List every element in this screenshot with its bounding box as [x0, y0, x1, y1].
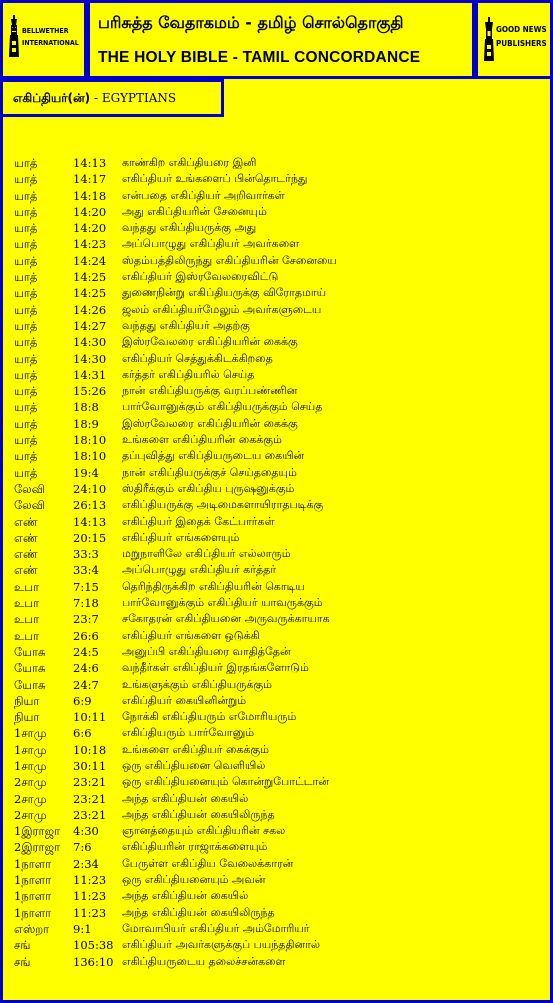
reference-verse: 30:11 [73, 758, 107, 773]
reference-book: எண் [14, 547, 38, 562]
reference-text: ஜலம் எகிப்தியர்மேலும் அவர்களுடைய [122, 302, 322, 316]
reference-row [14, 660, 544, 676]
reference-verse: 7:15 [73, 579, 99, 594]
reference-verse: 14:13 [73, 514, 107, 529]
reference-row [14, 725, 544, 741]
reference-row [14, 171, 544, 187]
reference-row [14, 367, 544, 383]
reference-row [14, 497, 544, 513]
publisher-name-left: BELLWETHER INTERNATIONAL [22, 27, 79, 47]
reference-book: 1நாளா [14, 856, 52, 871]
reference-book: யாத் [14, 416, 38, 431]
reference-row [14, 465, 544, 481]
reference-book: நியா [14, 710, 40, 725]
title-english: THE HOLY BIBLE - TAMIL CONCORDANCE [98, 49, 421, 66]
reference-text: என்பதை எகிப்தியர் அறிவார்கள் [122, 188, 285, 202]
reference-verse: 14:26 [73, 302, 107, 317]
reference-row [14, 579, 544, 595]
reference-text: ஒரு எகிப்தியனையும் அவன் [122, 873, 266, 887]
reference-book: யாத் [14, 221, 38, 236]
reference-row [14, 220, 544, 236]
publisher-logo-right [475, 0, 553, 79]
reference-book: நியா [14, 693, 40, 708]
entry-word-english: EGYPTIANS [101, 91, 177, 105]
reference-text: அந்த எகிப்தியன் கையிலிருந்த [122, 807, 275, 821]
reference-row [14, 856, 544, 872]
reference-row [14, 155, 544, 171]
reference-text: எகிப்தியர் உங்களைப் பின்தொடர்ந்து [122, 172, 308, 186]
reference-row [14, 562, 544, 578]
reference-text: எகிப்தியர் செத்துக்கிடக்கிறதை [122, 351, 273, 365]
reference-book: யாத் [14, 465, 38, 480]
reference-list [14, 155, 544, 970]
reference-text: ஸ்தம்பத்திலிருந்து எகிப்தியரின் சேனையை [122, 253, 337, 267]
reference-book: யாத் [14, 318, 38, 333]
reference-text: ஒரு எகிப்தியனை வெளியில் [122, 758, 266, 772]
reference-row [14, 921, 544, 937]
reference-row [14, 807, 544, 823]
reference-text: எகிப்தியருடைய தலைச்சன்களை [122, 954, 286, 968]
reference-text: எகிப்தியர் அவர்களுக்குப் பயந்ததினால் [122, 938, 321, 952]
reference-text: அது எகிப்தியரின் சேனையும் [122, 204, 267, 218]
reference-book: எண் [14, 530, 38, 545]
reference-book: யாத் [14, 433, 38, 448]
reference-row [14, 334, 544, 350]
reference-verse: 6:6 [73, 726, 92, 741]
reference-row [14, 742, 544, 758]
reference-verse: 23:21 [73, 775, 107, 790]
reference-verse: 18:10 [73, 449, 107, 464]
reference-book: யாத் [14, 204, 38, 219]
reference-verse: 11:23 [73, 905, 107, 920]
reference-book: யாத் [14, 270, 38, 285]
reference-book: 1நாளா [14, 889, 52, 904]
reference-row [14, 204, 544, 220]
reference-book: சங் [14, 954, 31, 969]
reference-verse: 14:20 [73, 204, 107, 219]
reference-verse: 20:15 [73, 530, 107, 545]
entry-separator: - [90, 91, 102, 105]
reference-row [14, 432, 544, 448]
reference-text: சகோதரன் எகிப்தியனை அருவருக்காயாக [122, 612, 330, 626]
reference-row [14, 253, 544, 269]
reference-book: 2சாமு [14, 791, 47, 806]
reference-verse: 9:1 [73, 921, 92, 936]
reference-row [14, 416, 544, 432]
reference-verse: 18:9 [73, 416, 99, 431]
reference-row [14, 644, 544, 660]
reference-row [14, 839, 544, 855]
reference-text: எகிப்தியர் இஸ்ரவேலரைவிட்டு [122, 270, 279, 284]
reference-row [14, 514, 544, 530]
reference-row [14, 823, 544, 839]
reference-verse: 14:30 [73, 351, 107, 366]
reference-book: யாத் [14, 156, 38, 170]
reference-verse: 18:10 [73, 433, 107, 448]
reference-text: நோக்கி எகிப்தியரும் எமோரியரும் [122, 710, 297, 724]
reference-book: யாத் [14, 237, 38, 252]
reference-row [14, 236, 544, 252]
reference-book: யாத் [14, 188, 38, 203]
reference-verse: 14:23 [73, 237, 107, 252]
reference-book: லேவி [14, 481, 45, 496]
reference-text: இஸ்ரவேலரை எகிப்தியரின் கைக்கு [122, 416, 298, 430]
reference-verse: 26:13 [73, 498, 107, 513]
reference-book: 2சாமு [14, 807, 47, 822]
reference-row [14, 611, 544, 627]
reference-book: யோசு [14, 677, 46, 692]
reference-book: உபா [14, 596, 39, 611]
reference-verse: 23:7 [73, 612, 99, 627]
reference-row [14, 954, 544, 970]
reference-text: பார்வோனுக்கும் எகிப்தியருக்கும் செய்த [122, 400, 323, 414]
publisher-name-right: GOOD NEWS PUBLISHERS [496, 25, 547, 48]
reference-row [14, 383, 544, 399]
reference-book: 1நாளா [14, 905, 52, 920]
entry-word-tamil: எகிப்தியர்(ன்) [13, 91, 91, 105]
reference-text: பார்வோனுக்கும் எகிப்தியர் யாவருக்கும் [122, 596, 323, 610]
reference-book: எஸ்றா [14, 921, 50, 936]
reference-text: துணைநின்று எகிப்தியருக்கு விரோதமாய் [122, 286, 327, 300]
bell-tower-logo-icon [8, 15, 20, 57]
reference-row [14, 481, 544, 497]
reference-verse: 33:3 [73, 547, 99, 562]
reference-book: யோசு [14, 644, 46, 659]
reference-row [14, 269, 544, 285]
reference-text: உங்களை எகிப்தியர் கைக்கும் [122, 742, 269, 756]
reference-verse: 7:6 [73, 840, 92, 855]
reference-text: உங்களை எகிப்தியரின் கைக்கும் [122, 433, 282, 447]
reference-text: காண்கிற எகிப்தியரை இனி [122, 156, 257, 169]
reference-row [14, 302, 544, 318]
reference-verse: 24:7 [73, 677, 99, 692]
reference-row [14, 791, 544, 807]
reference-text: எகிப்தியர் கையினின்றும் [122, 693, 247, 707]
title-box [87, 0, 475, 79]
reference-row [14, 758, 544, 774]
reference-verse: 11:23 [73, 889, 107, 904]
reference-row [14, 530, 544, 546]
reference-row [14, 285, 544, 301]
reference-text: நான் எகிப்தியருக்குச் செய்ததையும் [122, 465, 297, 479]
reference-verse: 7:18 [73, 596, 99, 611]
reference-verse: 26:6 [73, 628, 99, 643]
reference-verse: 10:11 [73, 710, 107, 725]
reference-book: யாத் [14, 253, 38, 268]
reference-text: கர்த்தர் எகிப்தியரில் செய்த [122, 367, 255, 381]
reference-verse: 23:21 [73, 791, 107, 806]
reference-text: தப்புவித்து எகிப்தியருடைய கையின் [122, 449, 305, 463]
reference-verse: 2:34 [73, 856, 99, 871]
entry-word [13, 91, 176, 107]
reference-verse: 14:24 [73, 253, 107, 268]
reference-book: யோசு [14, 661, 46, 676]
reference-text: மோவாபியர் எகிப்தியர் அம்மோரியர் [122, 921, 310, 935]
reference-text: எகிப்தியர் இதைக் கேட்பார்கள் [122, 514, 275, 528]
reference-row [14, 595, 544, 611]
reference-text: பேருள்ள எகிப்திய வேலைக்காரன் [122, 856, 294, 870]
reference-text: அந்த எகிப்தியன் கையில் [122, 889, 249, 903]
reference-verse: 18:8 [73, 400, 99, 415]
reference-text: எகிப்தியர் எங்களை ஒடுக்கி [122, 628, 260, 642]
reference-book: 1இராஜா [14, 824, 61, 839]
reference-book: லேவி [14, 498, 45, 513]
reference-text: அப்பொழுது எகிப்தியர் அவர்களை [122, 237, 300, 251]
reference-verse: 14:25 [73, 270, 107, 285]
reference-text: ஸ்திரீக்கும் எகிப்திய புருஷனுக்கும் [122, 481, 295, 495]
reference-verse: 33:4 [73, 563, 99, 578]
reference-row [14, 677, 544, 693]
reference-text: மறுநாளிலே எகிப்தியர் எல்லாரும் [122, 547, 291, 561]
reference-book: யாத் [14, 367, 38, 382]
reference-row [14, 318, 544, 334]
reference-text: இஸ்ரவேலரை எகிப்தியரின் கைக்கு [122, 335, 298, 349]
reference-text: ஞானத்தையும் எகிப்தியரின் சகல [122, 824, 286, 838]
reference-verse: 24:10 [73, 481, 107, 496]
reference-verse: 4:30 [73, 824, 99, 839]
reference-book: 1சாமு [14, 726, 47, 741]
reference-text: வந்தீர்கள் எகிப்தியர் இரதங்களோடும் [122, 661, 309, 675]
reference-row [14, 937, 544, 953]
reference-book: 1நாளா [14, 873, 52, 888]
reference-book: யாத் [14, 172, 38, 187]
reference-book: எண் [14, 563, 38, 578]
reference-text: அனுப்பி எகிப்தியரை வாதித்தேன் [122, 644, 291, 658]
reference-verse: 14:17 [73, 172, 107, 187]
reference-verse: 14:27 [73, 318, 107, 333]
reference-book: உபா [14, 628, 39, 643]
reference-book: யாத் [14, 400, 38, 415]
reference-verse: 6:9 [73, 693, 92, 708]
title-tamil: பரிசுத்த வேதாகமம் - தமிழ் சொல்தொகுதி [98, 13, 404, 32]
reference-text: எகிப்தியரின் ராஜாக்களையும் [122, 840, 268, 854]
reference-book: சங் [14, 938, 31, 953]
reference-verse: 14:20 [73, 221, 107, 236]
reference-book: யாத் [14, 302, 38, 317]
entry-word-box [0, 79, 224, 117]
reference-verse: 14:30 [73, 335, 107, 350]
reference-row [14, 774, 544, 790]
reference-row [14, 351, 544, 367]
reference-row [14, 888, 544, 904]
reference-verse: 105:38 [73, 938, 114, 953]
reference-text: ஒரு எகிப்தியனையும் கொன்றுபோட்டான் [122, 775, 329, 789]
reference-book: 2சாமு [14, 775, 47, 790]
reference-book: உபா [14, 612, 39, 627]
reference-row [14, 628, 544, 644]
reference-row [14, 693, 544, 709]
reference-text: உங்களுக்கும் எகிப்தியருக்கும் [122, 677, 272, 691]
tower-logo-icon [483, 17, 495, 61]
reference-verse: 14:25 [73, 286, 107, 301]
reference-row [14, 448, 544, 464]
reference-row [14, 188, 544, 204]
reference-verse: 14:31 [73, 367, 107, 382]
reference-verse: 11:23 [73, 873, 107, 888]
reference-verse: 10:18 [73, 742, 107, 757]
reference-book: உபா [14, 579, 39, 594]
reference-verse: 19:4 [73, 465, 99, 480]
reference-text: வந்தது எகிப்தியர் அதற்கு [122, 318, 250, 332]
reference-book: யாத் [14, 384, 38, 399]
reference-text: எகிப்தியருக்கு அடிமைகளாயிராதபடிக்கு [122, 498, 324, 512]
reference-verse: 14:13 [73, 156, 107, 170]
reference-book: எண் [14, 514, 38, 529]
reference-row [14, 872, 544, 888]
reference-book: யாத் [14, 351, 38, 366]
reference-book: யாத் [14, 449, 38, 464]
reference-text: அந்த எகிப்தியன் கையில் [122, 791, 249, 805]
reference-text: வந்தது எகிப்தியருக்கு அது [122, 221, 257, 235]
reference-row [14, 905, 544, 921]
reference-verse: 136:10 [73, 954, 114, 969]
publisher-logo-left [0, 0, 87, 79]
reference-book: 1சாமு [14, 758, 47, 773]
reference-book: 1சாமு [14, 742, 47, 757]
reference-verse: 15:26 [73, 384, 107, 399]
reference-text: எகிப்தியரும் பார்வோனும் [122, 726, 255, 740]
reference-verse: 23:21 [73, 807, 107, 822]
reference-book: யாத் [14, 286, 38, 301]
reference-verse: 14:18 [73, 188, 107, 203]
reference-row [14, 709, 544, 725]
reference-verse: 24:5 [73, 644, 99, 659]
reference-text: அப்பொழுது எகிப்தியர் கர்த்தர் [122, 563, 277, 577]
reference-text: நான் எகிப்தியருக்கு வரப்பண்ணின [122, 384, 298, 398]
reference-text: அந்த எகிப்தியன் கையிலிருந்த [122, 905, 275, 919]
reference-text: எகிப்தியர் எங்களையும் [122, 530, 240, 544]
reference-book: யாத் [14, 335, 38, 350]
reference-book: 2இராஜா [14, 840, 61, 855]
reference-text: தெரிந்திருக்கிற எகிப்தியரின் கொடிய [122, 579, 305, 593]
reference-row [14, 546, 544, 562]
reference-row [14, 399, 544, 415]
reference-verse: 24:6 [73, 661, 99, 676]
